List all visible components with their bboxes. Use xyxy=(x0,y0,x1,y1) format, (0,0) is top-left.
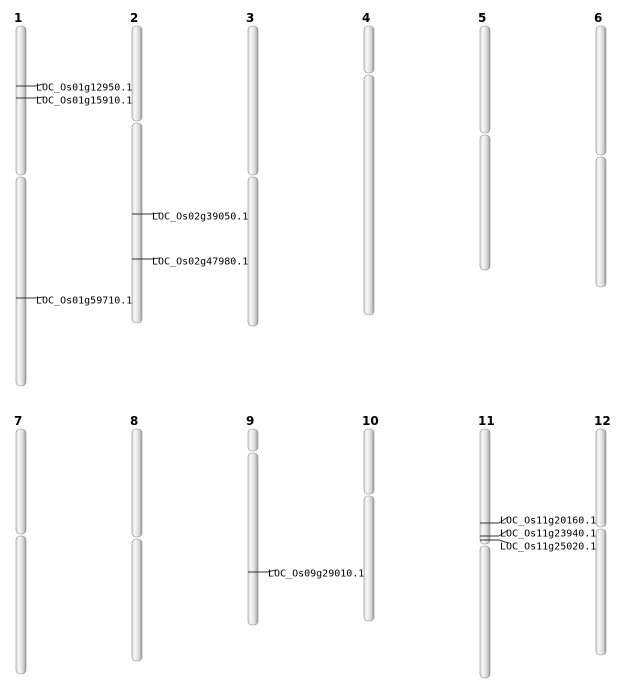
gene-label: LOC_Os01g15910.1 xyxy=(36,95,133,107)
gene-marker xyxy=(480,529,596,540)
chromosome-arm-p xyxy=(596,429,606,527)
chromosome-label: 2 xyxy=(130,11,139,25)
gene-label: LOC_Os02g47980.1 xyxy=(152,256,249,268)
chromosome-10 xyxy=(362,414,379,621)
chromosome-arm-q xyxy=(364,496,374,621)
chromosome-label: 4 xyxy=(362,11,371,25)
chromosome-arm-p xyxy=(596,26,606,155)
gene-label: LOC_Os02g39050.1 xyxy=(152,211,249,223)
chromosome-7 xyxy=(14,414,26,674)
chromosome-label: 3 xyxy=(246,11,255,25)
gene-label: LOC_Os11g23940.1 xyxy=(500,528,597,540)
chromosome-label: 9 xyxy=(246,414,255,428)
chromosome-arm-p xyxy=(364,429,374,494)
chromosome-6 xyxy=(594,11,606,287)
chromosome-arm-p xyxy=(132,26,142,121)
chromosome-11 xyxy=(478,414,596,678)
chromosome-arm-q xyxy=(248,177,258,326)
gene-marker xyxy=(16,96,132,107)
chromosome-arm-p xyxy=(132,429,142,537)
chromosome-4 xyxy=(362,11,374,315)
chromosome-label: 6 xyxy=(594,11,603,25)
gene-marker xyxy=(480,516,596,527)
chromosome-label: 10 xyxy=(362,414,379,428)
gene-label: LOC_Os11g25020.1 xyxy=(500,541,597,553)
chromosome-9 xyxy=(246,414,364,625)
chromosome-arm-q xyxy=(16,177,26,386)
chromosome-arm-p xyxy=(480,26,490,133)
chromosome-label: 12 xyxy=(594,414,611,428)
chromosome-label: 5 xyxy=(478,11,487,25)
chromosome-label: 1 xyxy=(14,11,23,25)
chromosome-arm-p xyxy=(248,429,258,451)
gene-marker xyxy=(480,540,596,553)
chromosome-arm-p xyxy=(16,26,26,175)
gene-label: LOC_Os11g20160.1 xyxy=(500,515,597,527)
chromosome-arm-p xyxy=(364,26,374,73)
chromosome-arm-q xyxy=(132,123,142,323)
chromosome-label: 7 xyxy=(14,414,23,428)
chromosome-arm-q xyxy=(248,453,258,625)
chromosome-arm-q xyxy=(16,536,26,674)
gene-marker xyxy=(132,257,248,268)
chromosome-arm-p xyxy=(480,429,490,544)
gene-marker xyxy=(248,569,364,580)
gene-label: LOC_Os09g29010.1 xyxy=(268,568,365,580)
chromosome-3 xyxy=(246,11,258,326)
gene-marker xyxy=(16,83,132,94)
chromosome-arm-q xyxy=(480,546,490,678)
chromosome-arm-q xyxy=(132,539,142,661)
chromosome-arm-p xyxy=(248,26,258,175)
chromosome-label: 8 xyxy=(130,414,139,428)
chromosome-arm-q xyxy=(480,135,490,270)
gene-marker xyxy=(132,212,248,223)
chromosome-arm-p xyxy=(16,429,26,534)
gene-label: LOC_Os01g59710.1 xyxy=(36,295,133,307)
chromosome-1 xyxy=(14,11,132,386)
chromosome-8 xyxy=(130,414,142,661)
chromosome-12 xyxy=(594,414,611,655)
chromosome-arm-q xyxy=(596,529,606,655)
chromosome-5 xyxy=(478,11,490,270)
chromosome-label: 11 xyxy=(478,414,495,428)
gene-label: LOC_Os01g12950.1 xyxy=(36,82,133,94)
gene-marker xyxy=(16,296,132,307)
chromosome-2 xyxy=(130,11,248,323)
chromosome-arm-q xyxy=(364,75,374,315)
chromosome-arm-q xyxy=(596,157,606,287)
